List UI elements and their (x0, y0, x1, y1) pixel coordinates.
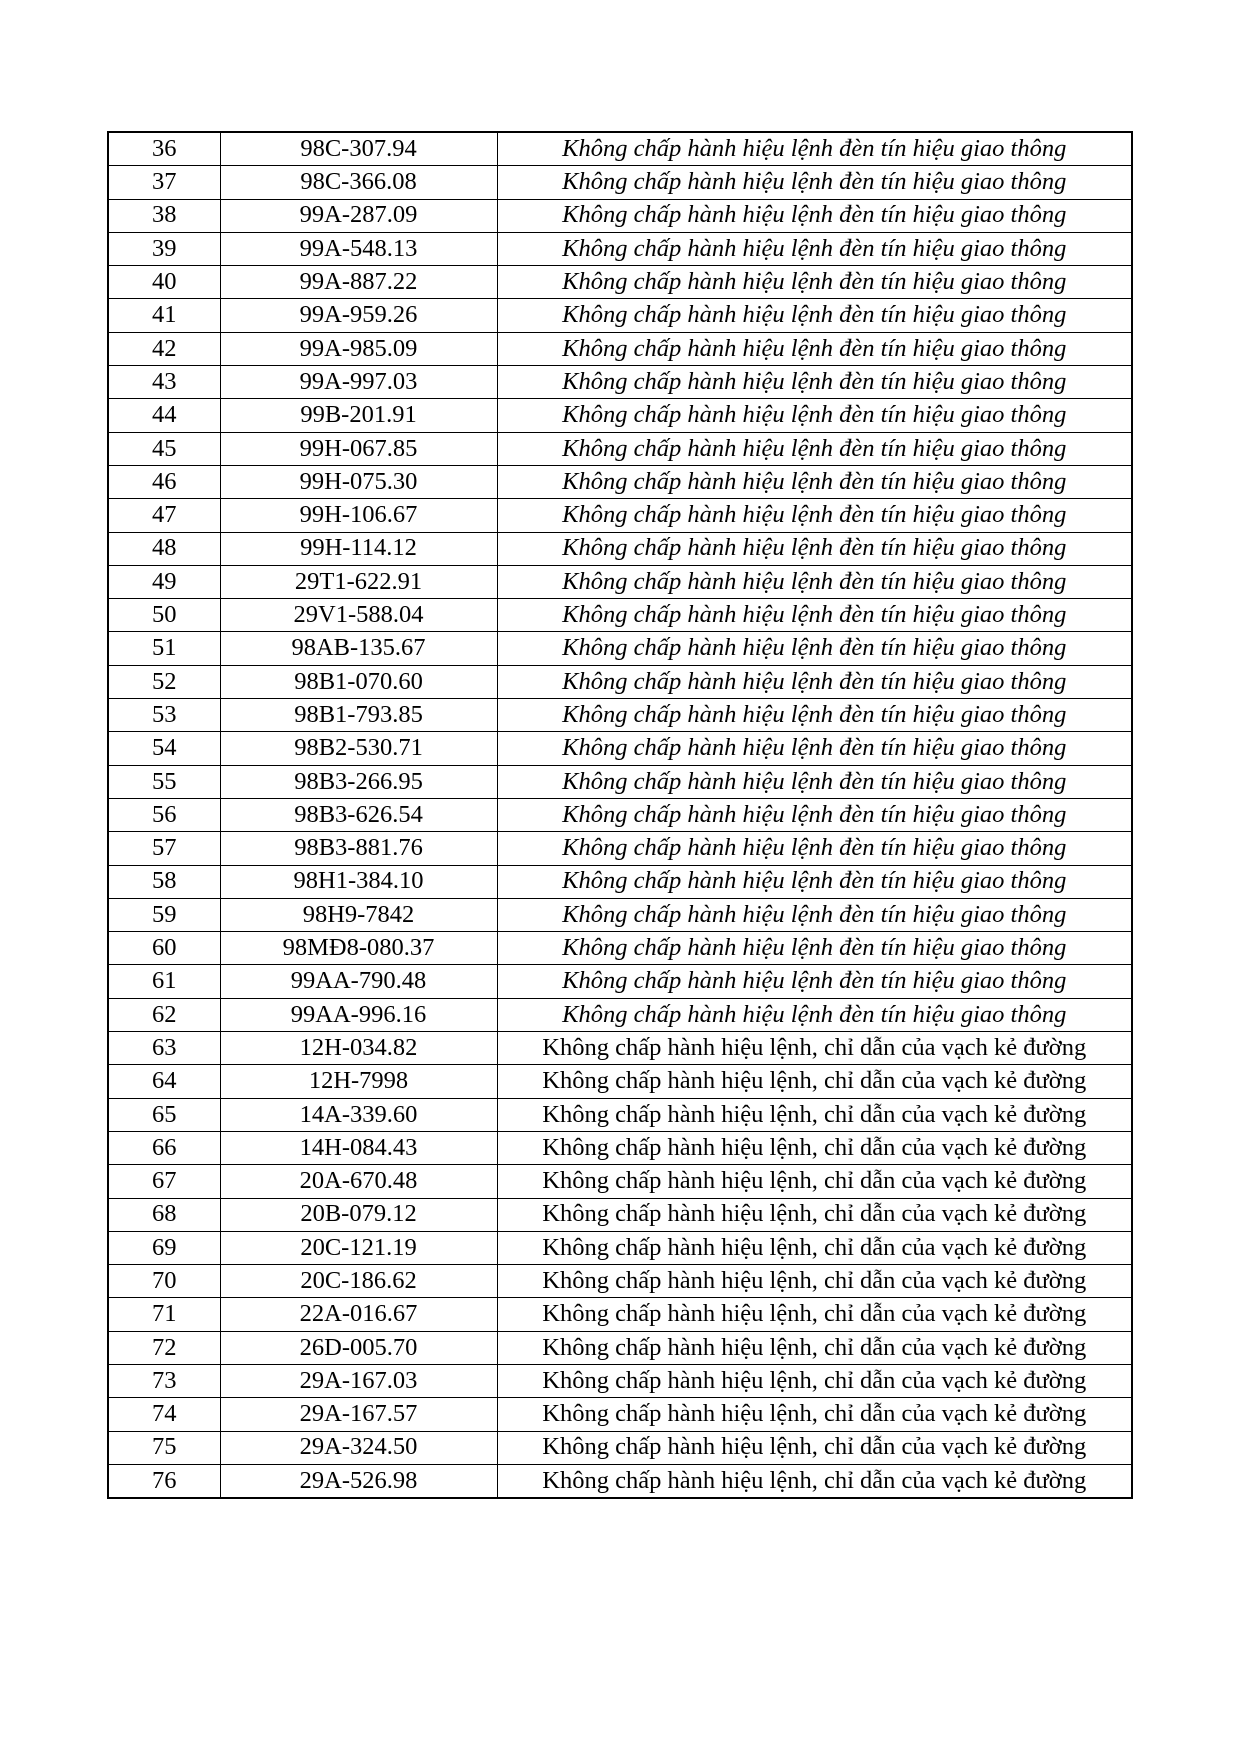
row-index-cell: 36 (108, 132, 220, 166)
violation-description-cell: Không chấp hành hiệu lệnh, chỉ dẫn của vạch kẻ đường (497, 1398, 1132, 1431)
violation-description-cell: Không chấp hành hiệu lệnh đèn tín hiệu giao thông (497, 832, 1132, 865)
violation-description-cell: Không chấp hành hiệu lệnh, chỉ dẫn của vạch kẻ đường (497, 1431, 1132, 1464)
license-plate-cell: 12H-034.82 (220, 1032, 497, 1065)
violation-description-cell: Không chấp hành hiệu lệnh, chỉ dẫn của vạch kẻ đường (497, 1131, 1132, 1164)
table-row (108, 998, 1132, 1031)
license-plate-cell: 20B-079.12 (220, 1198, 497, 1231)
license-plate-cell: 98C-366.08 (220, 166, 497, 199)
license-plate-cell: 26D-005.70 (220, 1331, 497, 1364)
violation-description-cell: Không chấp hành hiệu lệnh đèn tín hiệu giao thông (497, 932, 1132, 965)
table-row (108, 532, 1132, 565)
violation-description-cell: Không chấp hành hiệu lệnh đèn tín hiệu giao thông (497, 998, 1132, 1031)
license-plate-cell: 98B1-793.85 (220, 699, 497, 732)
row-index-cell: 76 (108, 1464, 220, 1498)
license-plate-cell: 14H-084.43 (220, 1131, 497, 1164)
violation-description-cell: Không chấp hành hiệu lệnh đèn tín hiệu giao thông (497, 299, 1132, 332)
license-plate-cell: 98B3-266.95 (220, 765, 497, 798)
license-plate-cell: 12H-7998 (220, 1065, 497, 1098)
row-index-cell: 51 (108, 632, 220, 665)
table-row (108, 665, 1132, 698)
row-index-cell: 45 (108, 432, 220, 465)
table-row (108, 399, 1132, 432)
table-row (108, 499, 1132, 532)
row-index-cell: 37 (108, 166, 220, 199)
row-index-cell: 68 (108, 1198, 220, 1231)
table-row (108, 366, 1132, 399)
row-index-cell: 59 (108, 898, 220, 931)
table-row (108, 432, 1132, 465)
license-plate-cell: 98C-307.94 (220, 132, 497, 166)
row-index-cell: 50 (108, 599, 220, 632)
violation-description-cell: Không chấp hành hiệu lệnh, chỉ dẫn của vạch kẻ đường (497, 1364, 1132, 1397)
row-index-cell: 56 (108, 798, 220, 831)
row-index-cell: 49 (108, 565, 220, 598)
table-row (108, 932, 1132, 965)
row-index-cell: 57 (108, 832, 220, 865)
violation-description-cell: Không chấp hành hiệu lệnh đèn tín hiệu giao thông (497, 399, 1132, 432)
row-index-cell: 48 (108, 532, 220, 565)
violation-description-cell: Không chấp hành hiệu lệnh, chỉ dẫn của vạch kẻ đường (497, 1098, 1132, 1131)
violation-description-cell: Không chấp hành hiệu lệnh đèn tín hiệu giao thông (497, 465, 1132, 498)
license-plate-cell: 22A-016.67 (220, 1298, 497, 1331)
license-plate-cell: 98B2-530.71 (220, 732, 497, 765)
violation-description-cell: Không chấp hành hiệu lệnh, chỉ dẫn của vạch kẻ đường (497, 1464, 1132, 1498)
row-index-cell: 46 (108, 465, 220, 498)
violation-description-cell: Không chấp hành hiệu lệnh đèn tín hiệu giao thông (497, 965, 1132, 998)
license-plate-cell: 99A-997.03 (220, 366, 497, 399)
violation-description-cell: Không chấp hành hiệu lệnh, chỉ dẫn của vạch kẻ đường (497, 1198, 1132, 1231)
license-plate-cell: 29A-167.57 (220, 1398, 497, 1431)
violations-table (107, 131, 1133, 1499)
row-index-cell: 44 (108, 399, 220, 432)
row-index-cell: 62 (108, 998, 220, 1031)
row-index-cell: 55 (108, 765, 220, 798)
violation-description-cell: Không chấp hành hiệu lệnh đèn tín hiệu giao thông (497, 699, 1132, 732)
violation-description-cell: Không chấp hành hiệu lệnh đèn tín hiệu giao thông (497, 532, 1132, 565)
license-plate-cell: 99A-287.09 (220, 199, 497, 232)
row-index-cell: 42 (108, 332, 220, 365)
license-plate-cell: 98MĐ8-080.37 (220, 932, 497, 965)
table-row (108, 332, 1132, 365)
table-row (108, 232, 1132, 265)
row-index-cell: 73 (108, 1364, 220, 1397)
table-row (108, 199, 1132, 232)
table-row (108, 565, 1132, 598)
license-plate-cell: 29V1-588.04 (220, 599, 497, 632)
table-row (108, 1398, 1132, 1431)
table-row (108, 632, 1132, 665)
row-index-cell: 70 (108, 1265, 220, 1298)
violation-description-cell: Không chấp hành hiệu lệnh đèn tín hiệu giao thông (497, 565, 1132, 598)
table-row (108, 266, 1132, 299)
table-row (108, 865, 1132, 898)
violation-description-cell: Không chấp hành hiệu lệnh đèn tín hiệu giao thông (497, 865, 1132, 898)
violation-description-cell: Không chấp hành hiệu lệnh, chỉ dẫn của vạch kẻ đường (497, 1032, 1132, 1065)
violation-description-cell: Không chấp hành hiệu lệnh đèn tín hiệu giao thông (497, 232, 1132, 265)
table-row (108, 1431, 1132, 1464)
row-index-cell: 52 (108, 665, 220, 698)
row-index-cell: 72 (108, 1331, 220, 1364)
violation-description-cell: Không chấp hành hiệu lệnh đèn tín hiệu giao thông (497, 332, 1132, 365)
license-plate-cell: 98AB-135.67 (220, 632, 497, 665)
violation-description-cell: Không chấp hành hiệu lệnh đèn tín hiệu giao thông (497, 366, 1132, 399)
table-row (108, 1032, 1132, 1065)
row-index-cell: 61 (108, 965, 220, 998)
row-index-cell: 67 (108, 1165, 220, 1198)
license-plate-cell: 99AA-996.16 (220, 998, 497, 1031)
table-row (108, 965, 1132, 998)
table-row (108, 765, 1132, 798)
row-index-cell: 66 (108, 1131, 220, 1164)
row-index-cell: 69 (108, 1231, 220, 1264)
license-plate-cell: 98B1-070.60 (220, 665, 497, 698)
row-index-cell: 71 (108, 1298, 220, 1331)
violation-description-cell: Không chấp hành hiệu lệnh đèn tín hiệu giao thông (497, 266, 1132, 299)
license-plate-cell: 99B-201.91 (220, 399, 497, 432)
violations-table-body (108, 132, 1132, 1498)
table-row (108, 832, 1132, 865)
violation-description-cell: Không chấp hành hiệu lệnh đèn tín hiệu giao thông (497, 732, 1132, 765)
license-plate-cell: 99AA-790.48 (220, 965, 497, 998)
violation-description-cell: Không chấp hành hiệu lệnh, chỉ dẫn của vạch kẻ đường (497, 1331, 1132, 1364)
table-row (108, 1231, 1132, 1264)
license-plate-cell: 98B3-881.76 (220, 832, 497, 865)
license-plate-cell: 29T1-622.91 (220, 565, 497, 598)
violation-description-cell: Không chấp hành hiệu lệnh, chỉ dẫn của vạch kẻ đường (497, 1265, 1132, 1298)
table-row (108, 1198, 1132, 1231)
license-plate-cell: 29A-526.98 (220, 1464, 497, 1498)
table-row (108, 1331, 1132, 1364)
license-plate-cell: 20C-186.62 (220, 1265, 497, 1298)
table-row (108, 699, 1132, 732)
table-row (108, 1131, 1132, 1164)
row-index-cell: 60 (108, 932, 220, 965)
license-plate-cell: 99A-959.26 (220, 299, 497, 332)
table-row (108, 1298, 1132, 1331)
license-plate-cell: 99H-106.67 (220, 499, 497, 532)
license-plate-cell: 99A-887.22 (220, 266, 497, 299)
row-index-cell: 53 (108, 699, 220, 732)
table-row (108, 732, 1132, 765)
violation-description-cell: Không chấp hành hiệu lệnh đèn tín hiệu giao thông (497, 199, 1132, 232)
row-index-cell: 39 (108, 232, 220, 265)
table-row (108, 132, 1132, 166)
license-plate-cell: 99H-067.85 (220, 432, 497, 465)
license-plate-cell: 20C-121.19 (220, 1231, 497, 1264)
violation-description-cell: Không chấp hành hiệu lệnh, chỉ dẫn của vạch kẻ đường (497, 1298, 1132, 1331)
license-plate-cell: 99A-548.13 (220, 232, 497, 265)
license-plate-cell: 14A-339.60 (220, 1098, 497, 1131)
license-plate-cell: 29A-167.03 (220, 1364, 497, 1397)
table-row (108, 1065, 1132, 1098)
table-row (108, 1165, 1132, 1198)
table-row (108, 798, 1132, 831)
row-index-cell: 40 (108, 266, 220, 299)
license-plate-cell: 99A-985.09 (220, 332, 497, 365)
row-index-cell: 75 (108, 1431, 220, 1464)
violation-description-cell: Không chấp hành hiệu lệnh đèn tín hiệu giao thông (497, 499, 1132, 532)
row-index-cell: 74 (108, 1398, 220, 1431)
table-row (108, 1098, 1132, 1131)
table-row (108, 465, 1132, 498)
violation-description-cell: Không chấp hành hiệu lệnh đèn tín hiệu giao thông (497, 765, 1132, 798)
violation-description-cell: Không chấp hành hiệu lệnh đèn tín hiệu giao thông (497, 632, 1132, 665)
row-index-cell: 47 (108, 499, 220, 532)
license-plate-cell: 98H1-384.10 (220, 865, 497, 898)
violation-description-cell: Không chấp hành hiệu lệnh đèn tín hiệu giao thông (497, 665, 1132, 698)
violation-description-cell: Không chấp hành hiệu lệnh đèn tín hiệu giao thông (497, 132, 1132, 166)
license-plate-cell: 98H9-7842 (220, 898, 497, 931)
row-index-cell: 54 (108, 732, 220, 765)
row-index-cell: 58 (108, 865, 220, 898)
row-index-cell: 65 (108, 1098, 220, 1131)
violation-description-cell: Không chấp hành hiệu lệnh, chỉ dẫn của vạch kẻ đường (497, 1231, 1132, 1264)
license-plate-cell: 20A-670.48 (220, 1165, 497, 1198)
violation-description-cell: Không chấp hành hiệu lệnh đèn tín hiệu giao thông (497, 798, 1132, 831)
violation-description-cell: Không chấp hành hiệu lệnh đèn tín hiệu giao thông (497, 898, 1132, 931)
violation-description-cell: Không chấp hành hiệu lệnh, chỉ dẫn của vạch kẻ đường (497, 1165, 1132, 1198)
row-index-cell: 64 (108, 1065, 220, 1098)
row-index-cell: 38 (108, 199, 220, 232)
table-row (108, 1464, 1132, 1498)
license-plate-cell: 29A-324.50 (220, 1431, 497, 1464)
table-row (108, 599, 1132, 632)
license-plate-cell: 99H-114.12 (220, 532, 497, 565)
row-index-cell: 63 (108, 1032, 220, 1065)
violation-description-cell: Không chấp hành hiệu lệnh đèn tín hiệu giao thông (497, 166, 1132, 199)
violation-description-cell: Không chấp hành hiệu lệnh đèn tín hiệu giao thông (497, 432, 1132, 465)
row-index-cell: 43 (108, 366, 220, 399)
table-row (108, 898, 1132, 931)
table-row (108, 166, 1132, 199)
violation-description-cell: Không chấp hành hiệu lệnh đèn tín hiệu giao thông (497, 599, 1132, 632)
license-plate-cell: 99H-075.30 (220, 465, 497, 498)
row-index-cell: 41 (108, 299, 220, 332)
license-plate-cell: 98B3-626.54 (220, 798, 497, 831)
violation-description-cell: Không chấp hành hiệu lệnh, chỉ dẫn của vạch kẻ đường (497, 1065, 1132, 1098)
table-row (108, 1265, 1132, 1298)
table-row (108, 1364, 1132, 1397)
table-row (108, 299, 1132, 332)
